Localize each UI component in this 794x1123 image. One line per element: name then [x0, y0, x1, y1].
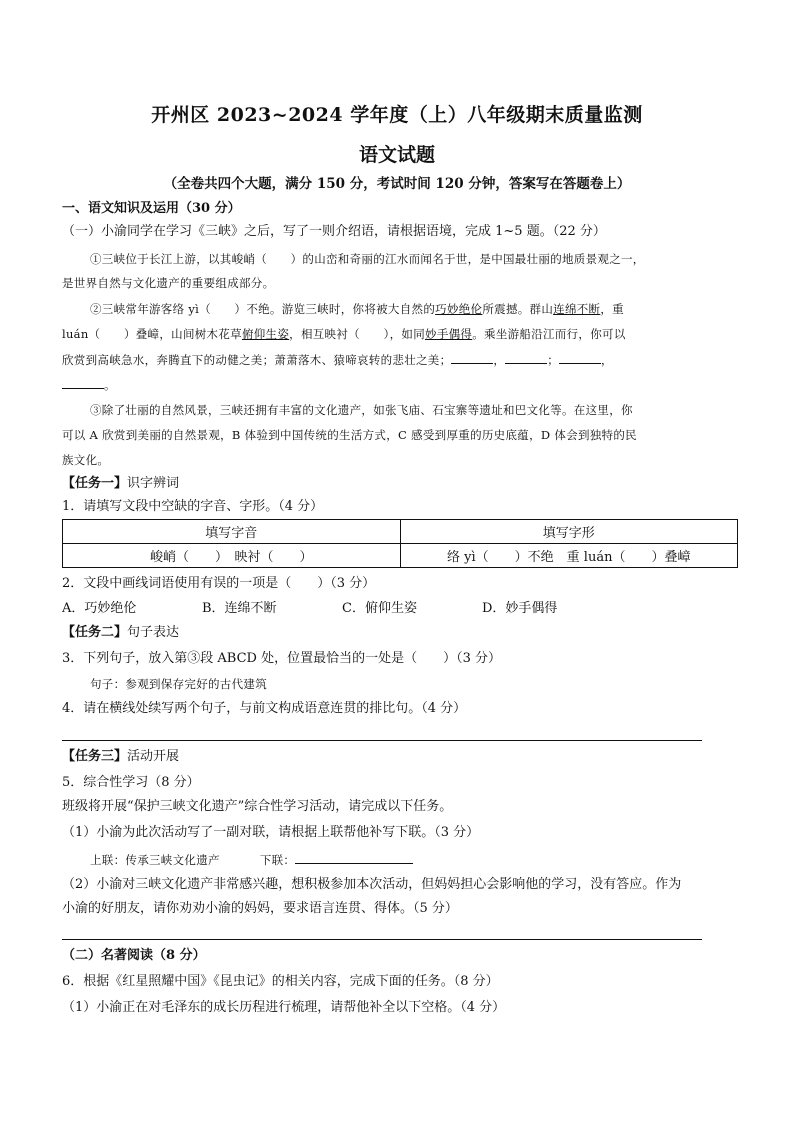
answer-line-q4[interactable] [62, 740, 702, 741]
question-5-2-line1: （2）小渝对三峡文化遗产非常感兴趣，想积极参加本次活动，但妈妈担心会影响他的学习，没有答应。作为 [62, 877, 682, 892]
paragraph1-line1: ①三峡位于长江上游，以其峻峭（ ）的山峦和奇丽的江水而闻名于世，是中国最壮丽的地质景观之一， [90, 252, 645, 266]
paragraph3-line2: 可以 A 欣赏到美丽的自然景观，B 体验到中国传统的生活方式，C 感受到厚重的历史底蕴，D 体会到独特的民 [62, 428, 637, 442]
option-d[interactable]: D．妙手偶得 [482, 601, 558, 616]
exam-note: （全卷共四个大题，满分 150 分，考试时间 120 分钟，答案写在答题卷上） [163, 176, 631, 192]
p2-text: ，重 [600, 302, 624, 316]
question-5-2-line2: 小渝的好朋友，请你劝劝小渝的妈妈，要求语言连贯、得体。（5 分） [62, 901, 458, 916]
question-4: 4．请在横线处续写两个句子，与前文构成语意连贯的排比句。（4 分） [62, 701, 467, 716]
paragraph2-line2 [62, 325, 740, 343]
couplet-line [90, 850, 768, 869]
answer-blank[interactable] [559, 350, 601, 364]
answer-blank[interactable] [505, 350, 547, 364]
question-3-sentence: 句子：参观到保存完好的古代建筑 [90, 677, 267, 691]
paragraph2-line3: 欣赏到高峡急水，奔腾直下的动健之美；萧萧落木、猿啼哀转的悲壮之美； ， ； ， [62, 350, 740, 369]
task3-label: 【任务三】 [62, 749, 128, 764]
couplet-lower-label: 下联： [259, 853, 296, 867]
section1-heading: 一、语文知识及运用（30 分） [62, 201, 241, 216]
section2-heading: （二）名著阅读（8 分） [62, 948, 206, 963]
paragraph2-line4: 。 [62, 375, 740, 394]
paragraph2-line1 [62, 300, 768, 318]
p2-text: ，相互映衬（ ），如同 [289, 327, 426, 341]
p2-text: ②三峡常年游客络 yì（ ）不绝。游览三峡时，你将被大自然的 [90, 302, 436, 316]
task2-name: 句子表达 [127, 625, 180, 640]
part1-intro: （一）小渝同学在学习《三峡》之后，写了一则介绍语，请根据语境，完成 1~5 题。（22 分） [62, 224, 606, 239]
answer-blank[interactable] [451, 350, 493, 364]
table-cell-characters[interactable]: 络 yì（ ）不绝 重 luán（ ）叠嶂 [400, 544, 738, 568]
table-cell-pronunciation[interactable]: 峻峭（ ） 映衬（ ） [63, 544, 401, 568]
exam-title: 开州区 2023~2024 学年度（上）八年级期末质量监测 [151, 104, 643, 126]
underlined-word: 妙手偶得 [425, 327, 473, 341]
underlined-word: 俯仰生姿 [241, 327, 290, 341]
task1-name: 识字辨词 [127, 476, 180, 491]
task3-name: 活动开展 [127, 749, 180, 764]
couplet-lower-blank[interactable] [295, 850, 413, 864]
p2-text: luán（ ）叠嶂，山间树木花草 [62, 327, 242, 341]
table-header-characters: 填写字形 [400, 520, 738, 544]
table-header-pronunciation: 填写字音 [63, 520, 401, 544]
p2-text: 欣赏到高峡急水，奔腾直下的动健之美；萧萧落木、猿啼哀转的悲壮之美； [62, 353, 452, 367]
paragraph1-line2: 是世界自然与文化遗产的重要组成部分。 [62, 276, 275, 290]
task2-heading [62, 624, 740, 642]
task1-heading [62, 475, 740, 493]
option-a[interactable]: A．巧妙绝伦 [62, 601, 137, 616]
exam-subject: 语文试题 [358, 144, 435, 166]
underlined-word: 巧妙绝伦 [435, 302, 483, 316]
fill-table [62, 519, 738, 568]
task1-label: 【任务一】 [62, 476, 128, 491]
paragraph3-line1: ③除了壮丽的自然风景，三峡还拥有丰富的文化遗产，如张飞庙、石宝寨等遗址和巴文化等。在这里，你 [90, 403, 633, 417]
question-6: 6．根据《红星照耀中国》《昆虫记》的相关内容，完成下面的任务。（8 分） [62, 974, 499, 989]
underlined-word: 连绵不断 [553, 302, 601, 316]
question-5-1: （1）小渝为此次活动写了一副对联，请根据上联帮他补写下联。（3 分） [62, 825, 480, 840]
task2-label: 【任务二】 [62, 625, 128, 640]
answer-blank[interactable] [62, 375, 104, 389]
option-b[interactable]: B．连绵不断 [202, 601, 277, 616]
p2-text: 所震撼。群山 [482, 302, 554, 316]
question-2: 2．文段中画线词语使用有误的一项是（ ）（3 分） [62, 576, 376, 591]
option-c[interactable]: C．俯仰生姿 [342, 601, 417, 616]
question-6-1: （1）小渝正在对毛泽东的成长历程进行梳理，请帮他补全以下空格。（4 分） [62, 1000, 506, 1015]
p2-text: 。乘坐游船沿江而行，你可以 [472, 327, 626, 341]
paragraph3-line3: 族文化。 [62, 453, 110, 467]
task3-heading [62, 748, 740, 766]
question-1: 1．请填写文段中空缺的字音、字形。（4 分） [62, 499, 324, 514]
question-5: 5．综合性学习（8 分） [62, 775, 200, 790]
question-5-intro: 班级将开展“保护三峡文化遗产”综合性学习活动，请完成以下任务。 [62, 799, 453, 814]
answer-line-q5[interactable] [62, 939, 702, 940]
couplet-upper: 上联：传承三峡文化遗产 [90, 853, 220, 867]
question-3: 3．下列句子，放入第③段 ABCD 处，位置最恰当的一处是（ ）（3 分） [62, 651, 501, 666]
